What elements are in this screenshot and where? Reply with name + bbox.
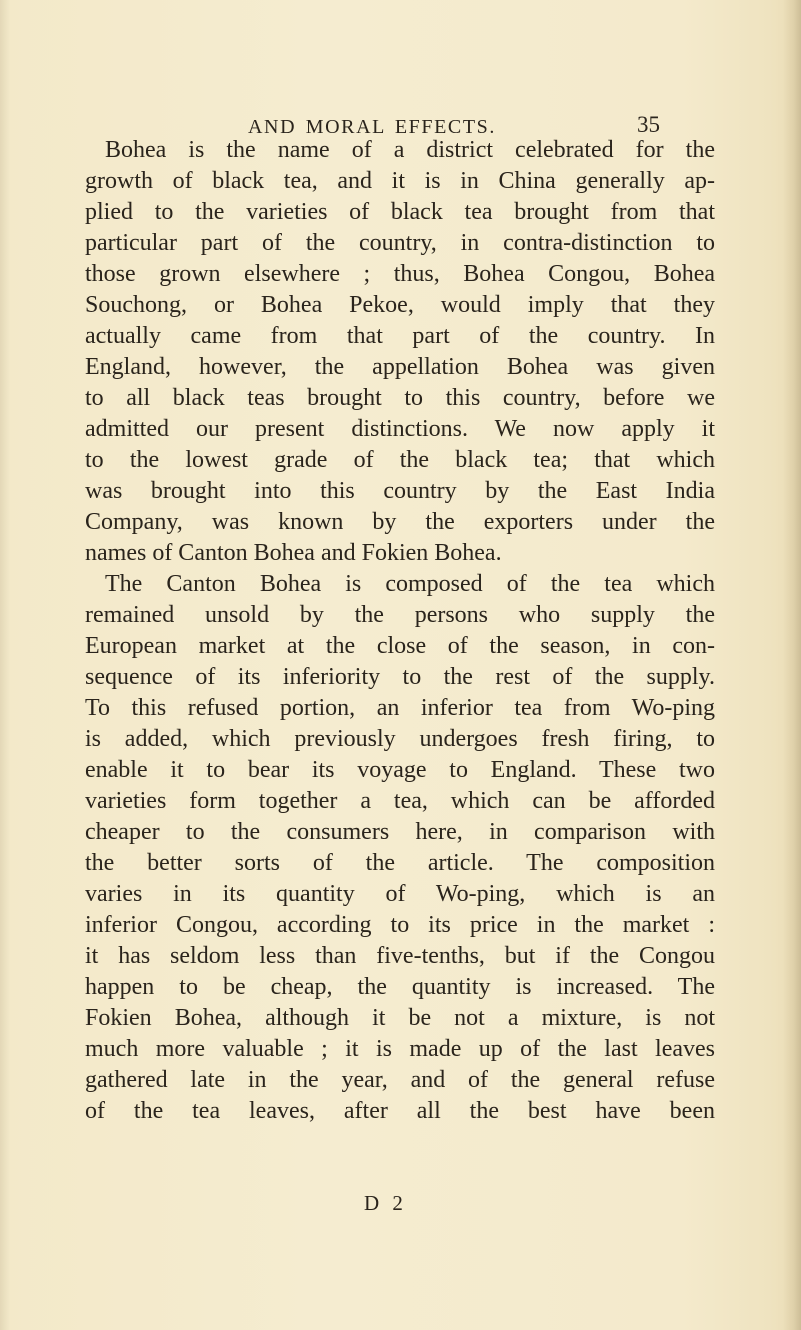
text-line: Souchong, or Bohea Pekoe, would imply that they (85, 292, 715, 318)
text-line: sequence of its inferiority to the rest of the supply. (85, 664, 715, 690)
text-line: much more valuable ; it is made up of the last leaves (85, 1036, 715, 1062)
page-number: 35 (637, 112, 660, 137)
body-text (85, 135, 715, 1127)
text-line: to the lowest grade of the black tea; that which (85, 447, 715, 473)
text-line: gathered late in the year, and of the general refuse (85, 1067, 715, 1093)
page-left-shadow (0, 0, 10, 1330)
text-line: Fokien Bohea, although it be not a mixture, is not (85, 1005, 715, 1031)
text-line: of the tea leaves, after all the best have been (85, 1098, 715, 1124)
text-line: cheaper to the consumers here, in comparison with (85, 819, 715, 845)
text-line: the better sorts of the article. The composition (85, 850, 715, 876)
text-line: admitted our present distinctions. We now apply it (85, 416, 715, 442)
text-line: England, however, the appellation Bohea was given (85, 354, 715, 380)
text-line: growth of black tea, and it is in China generally ap- (85, 168, 715, 194)
text-line: particular part of the country, in contra-distinction to (85, 230, 715, 256)
text-line: it has seldom less than five-tenths, but if the Congou (85, 943, 715, 969)
text-line: happen to be cheap, the quantity is increased. The (85, 974, 715, 1000)
text-line: varieties form together a tea, which can be afforded (85, 788, 715, 814)
text-line: names of Canton Bohea and Fokien Bohea. (85, 540, 502, 566)
text-line: The Canton Bohea is composed of the tea which (105, 571, 715, 597)
text-line: was brought into this country by the East India (85, 478, 715, 504)
text-line: to all black teas brought to this country, before we (85, 385, 715, 411)
text-line: remained unsold by the persons who supply the (85, 602, 715, 628)
text-line: varies in its quantity of Wo-ping, which is an (85, 881, 715, 907)
text-line: Company, was known by the exporters under the (85, 509, 715, 535)
text-line: those grown elsewhere ; thus, Bohea Congou, Bohea (85, 261, 715, 287)
text-line: European market at the close of the season, in con- (85, 633, 715, 659)
text-line: enable it to bear its voyage to England. These two (85, 757, 715, 783)
signature-mark: D 2 (364, 1191, 407, 1215)
text-line: Bohea is the name of a district celebrated for the (105, 137, 715, 163)
text-line: To this refused portion, an inferior tea from Wo-ping (85, 695, 715, 721)
text-line: plied to the varieties of black tea brought from that (85, 199, 715, 225)
text-line: actually came from that part of the country. In (85, 323, 715, 349)
text-line: is added, which previously undergoes fresh firing, to (85, 726, 715, 752)
page-right-shadow (783, 0, 801, 1330)
text-line: inferior Congou, according to its price in the market : (85, 912, 715, 938)
running-head-title: AND MORAL EFFECTS. (248, 116, 496, 138)
